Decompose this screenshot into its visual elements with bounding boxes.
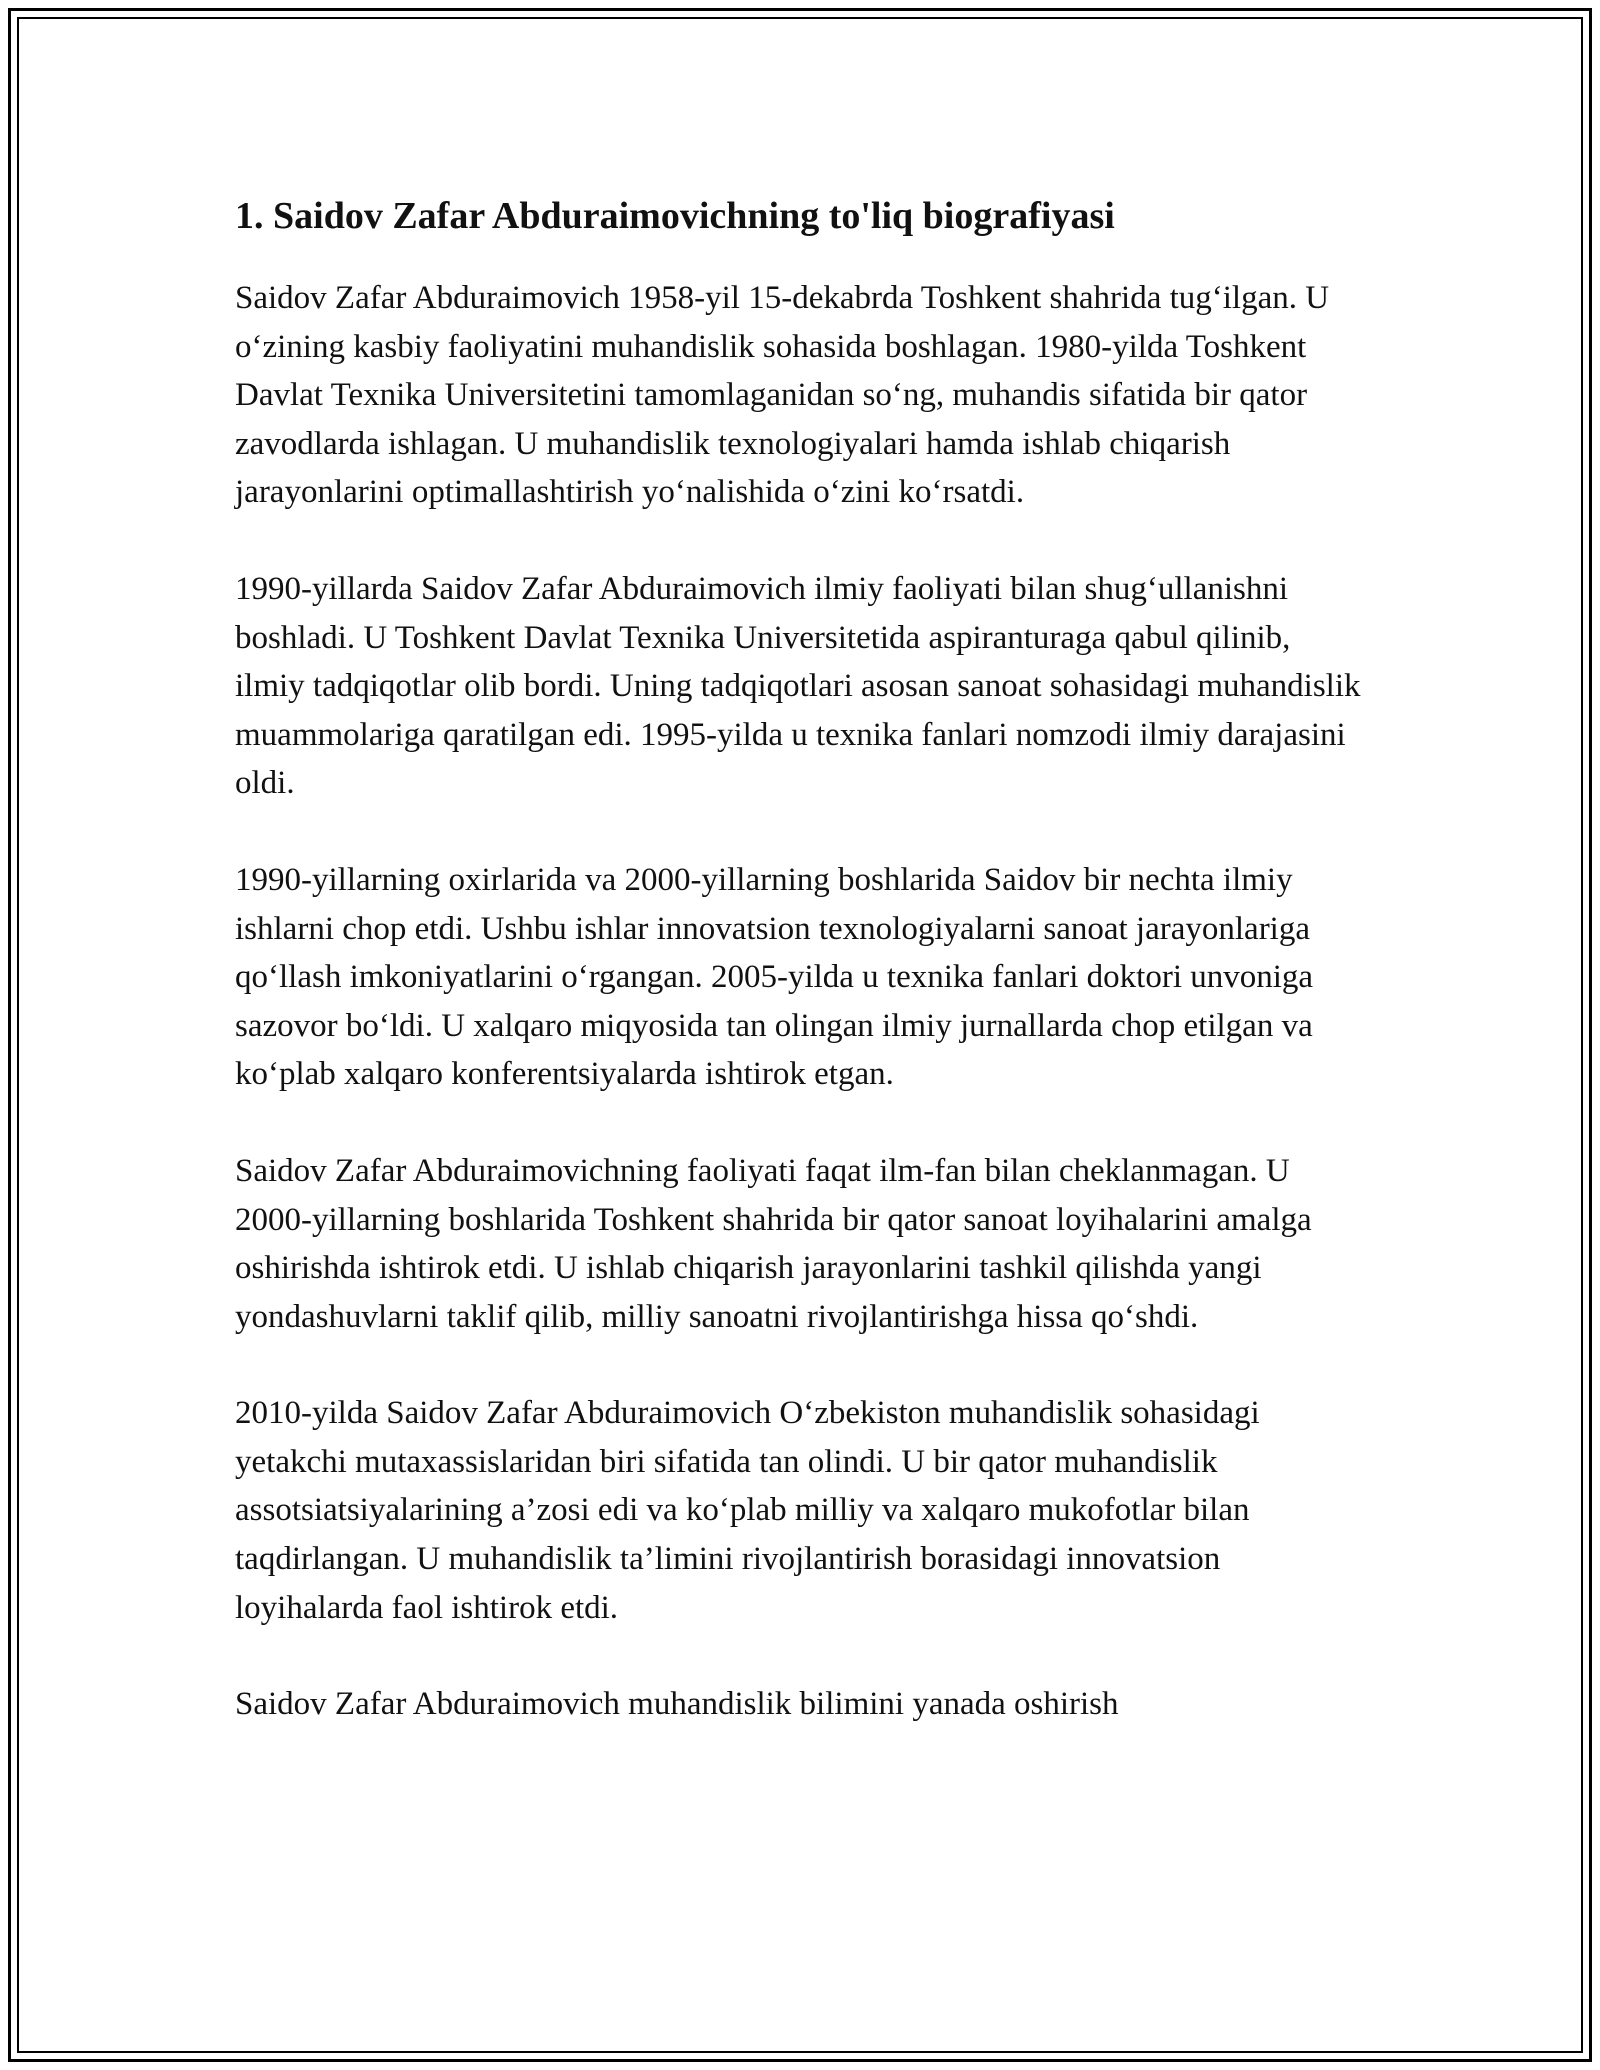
paragraph-recognition: 2010-yilda Saidov Zafar Abduraimovich O‘zbekiston muhandislik sohasidagi yetakchi mutaxassislaridan biri sifatida tan olindi. U bir qator muhandislik assotsiatsiyalarining a’zosi edi va ko‘plab milliy va xalqaro mukofotlar bilan taqdirlangan. U muhandislik ta’limini rivojlantirish borasidagi innovatsion loyihalarda faol ishtirok etdi.	[235, 1395, 1260, 1626]
paragraph-publications: 1990-yillarning oxirlarida va 2000-yillarning boshlarida Saidov bir nechta ilmiy ishlarni chop etdi. Ushbu ishlar innovatsion texnologiyalarni sanoat jarayonlariga qo‘llash imkoniyatlarini o‘rgangan. 2005-yilda u texnika fanlari doktori unvoniga sazovor bo‘ldi. U xalqaro miqyosida tan olingan ilmiy jurnallarda chop etilgan va ko‘plab xalqaro konferentsiyalarda ishtirok etgan.	[235, 861, 1314, 1093]
paragraph-scientific-activity: 1990-yillarda Saidov Zafar Abduraimovich ilmiy faoliyati bilan shug‘ullanishni boshladi. U Toshkent Davlat Texnika Universitetida aspiranturaga qabul qilinib, ilmiy tadqiqotlar olib bordi. Uning tadqiqotlari asosan sanoat sohasidagi muhandislik muammolariga qaratilgan edi. 1995-yilda u texnika fanlari nomzodi ilmiy darajasini oldi.	[235, 570, 1361, 802]
paragraph-continuation: Saidov Zafar Abduraimovich muhandislik bilimini yanada oshirish	[235, 1686, 1119, 1723]
paragraph-early-career: Saidov Zafar Abduraimovich 1958-yil 15-dekabrda Toshkent shahrida tug‘ilgan. U o‘zining kasbiy faoliyatini muhandislik sohasida boshlagan. 1980-yilda Toshkent Davlat Texnika Universitetini tamomlaganidan so‘ng, muhandis sifatida bir qator zavodlarda ishlagan. U muhandislik texnologiyalari hamda ishlab chiqarish jarayonlarini optimallashtirish yo‘nalishida o‘zini ko‘rsatdi.	[235, 280, 1330, 511]
document-title: 1. Saidov Zafar Abduraimovichning to'liq biografiyasi	[235, 195, 1115, 237]
document-body	[235, 186, 1365, 1777]
paragraph-industry-projects: Saidov Zafar Abduraimovichning faoliyati faqat ilm-fan bilan cheklanmagan. U 2000-yillarning boshlarida Toshkent shahrida bir qator sanoat loyihalarini amalga oshirishda ishtirok etdi. U ishlab chiqarish jarayonlarini tashkil qilishda yangi yondashuvlarni taklif qilib, milliy sanoatni rivojlantirishga hissa qo‘shdi.	[235, 1152, 1312, 1335]
